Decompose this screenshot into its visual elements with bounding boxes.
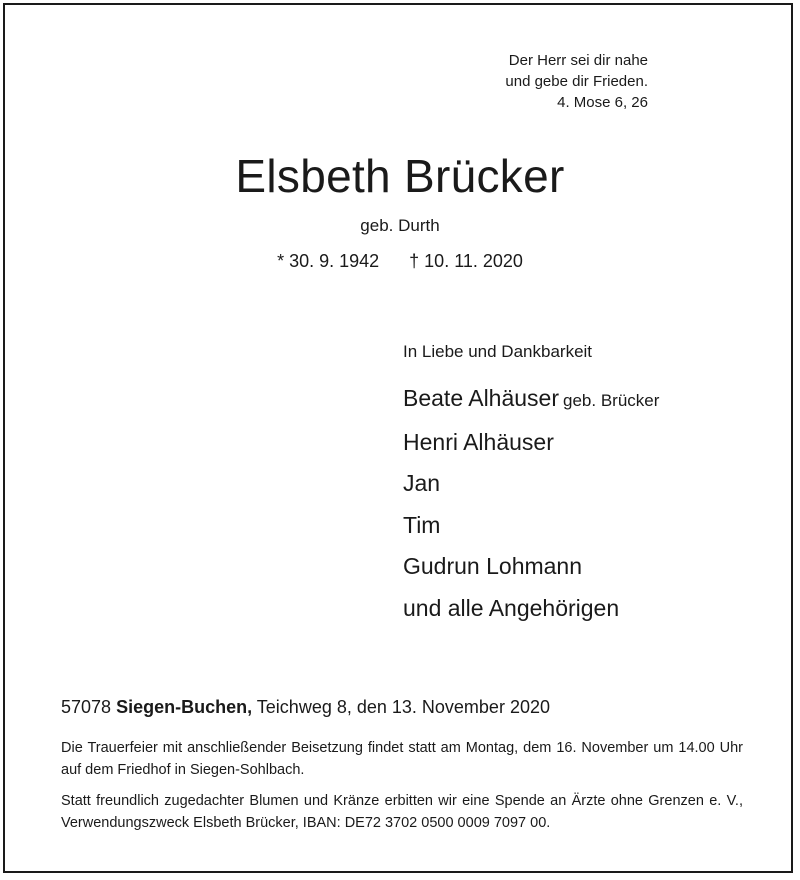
mourner-name: Jan <box>403 470 441 496</box>
maiden-name: geb. Durth <box>360 216 440 235</box>
mourner-name: Henri Alhäuser <box>403 428 554 455</box>
mourner-item <box>403 463 659 505</box>
bible-verse <box>505 50 648 113</box>
deceased-name: Elsbeth Brücker <box>235 150 565 202</box>
mourner-item <box>403 505 659 547</box>
mourner-item <box>403 588 659 630</box>
mourner-item <box>403 378 659 422</box>
mourner-maiden-name: geb. Brücker <box>563 391 660 410</box>
postcode: 57078 <box>61 697 112 717</box>
verse-line-1: Der Herr sei dir nahe <box>508 52 648 69</box>
city: Siegen-Buchen, <box>116 697 253 717</box>
mourner-item <box>403 546 659 588</box>
mourner-name: und alle Angehörigen <box>403 594 620 621</box>
birth-date: * 30. 9. 1942 <box>277 251 380 271</box>
mourner-name: Tim <box>403 511 441 538</box>
verse-reference: 4. Mose 6, 26 <box>557 94 648 111</box>
place-and-date <box>61 694 550 720</box>
mourner-name: Beate Alhäuser <box>403 385 560 411</box>
address-date: Teichweg 8, den 13. November 2020 <box>256 697 550 717</box>
mourner-name: Gudrun Lohmann <box>403 553 583 579</box>
mourner-item <box>403 422 659 464</box>
mourners-list <box>403 378 659 629</box>
mourners-intro: In Liebe und Dankbarkeit <box>403 342 593 361</box>
life-dates <box>0 248 800 274</box>
death-date: † 10. 11. 2020 <box>409 251 523 271</box>
verse-line-2: und gebe dir Frieden. <box>505 73 648 90</box>
funeral-notice: Die Trauerfeier mit anschließender Beisetzung findet statt am Montag, dem 16. November um 14.00 Uhr auf dem Friedhof in Siegen-Sohlbach. <box>61 740 743 778</box>
donation-notice: Statt freundlich zugedachter Blumen und Kränze erbitten wir eine Spende an Ärzte ohne Grenzen e. V., Verwendungszweck Elsbeth Brücker, IBAN: DE72 3702 0500 0009 7097 00. <box>61 793 743 831</box>
